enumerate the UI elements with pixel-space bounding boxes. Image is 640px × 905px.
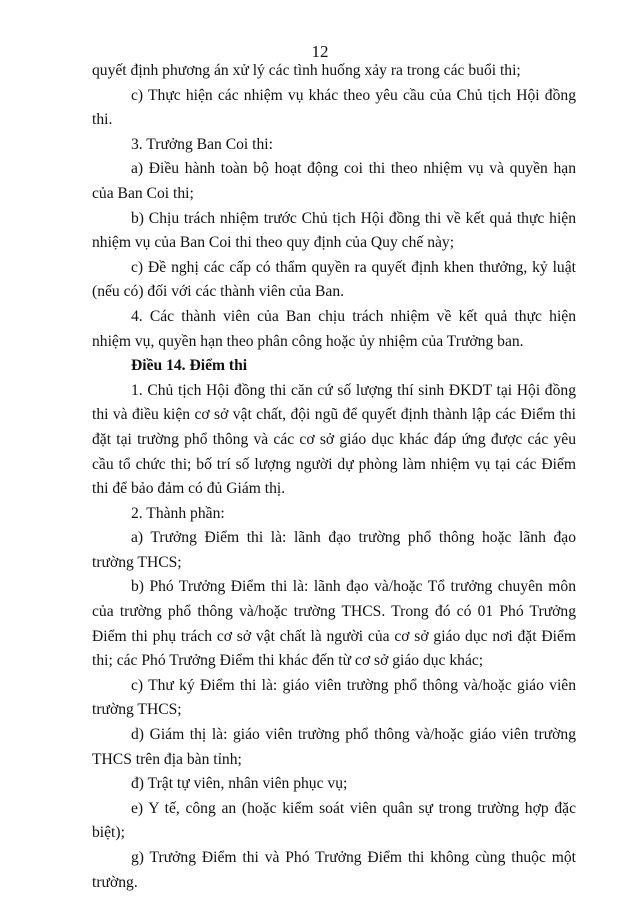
paragraph-continuation: quyết định phương án xử lý các tình huống xảy ra trong các buổi thi; [92, 62, 521, 79]
paragraph-item-c: c) Đề nghị các cấp có thẩm quyền ra quyết định khen thưởng, kỷ luật (nếu có) đối với các thành viên của Ban. [92, 258, 576, 301]
paragraph-item-c: c) Thực hiện các nhiệm vụ khác theo yêu cầu của Chủ tịch Hội đồng thi. [92, 86, 576, 129]
paragraph-item-e: e) Y tế, công an (hoặc kiểm soát viên quân sự trong trường hợp đặc biệt); [92, 799, 576, 842]
paragraph-item-c: c) Thư ký Điểm thi là: giáo viên trường phổ thông và/hoặc giáo viên trường THCS; [92, 676, 576, 719]
paragraph-item-d: d) Giám thị là: giáo viên trường phổ thông và/hoặc giáo viên trường THCS trên địa bàn tỉnh; [92, 726, 576, 768]
paragraph-item-a: a) Trưởng Điểm thi là: lãnh đạo trường phổ thông hoặc lãnh đạo trường THCS; [92, 529, 576, 571]
paragraph-item-a: a) Điều hành toàn bộ hoạt động coi thi theo nhiệm vụ và quyền hạn của Ban Coi thi; [92, 160, 576, 202]
page-number: 12 [311, 42, 329, 61]
paragraph-section-4: 4. Các thành viên của Ban chịu trách nhiệm về kết quả thực hiện nhiệm vụ, quyền hạn theo phân công hoặc ủy nhiệm của Trưởng ban. [92, 307, 576, 350]
article-heading: Điều 14. Điểm thi [131, 357, 248, 375]
paragraph-item-dd: đ) Trật tự viên, nhân viên phục vụ; [131, 775, 348, 793]
paragraph-item-b: b) Chịu trách nhiệm trước Chủ tịch Hội đồng thi về kết quả thực hiện nhiệm vụ của Ban Coi thi theo quy định của Quy chế này; [92, 209, 576, 252]
paragraph-item-b: b) Phó Trưởng Điểm thi là: lãnh đạo và/hoặc Tổ trưởng chuyên môn của trường phổ thông và/hoặc trường THCS. Trong đó có 01 Phó Trưởng Điểm thi phụ trách cơ sở vật chất là người của cơ sở giáo dục nơi đặt Điểm thi; các Phó Trưởng Điểm thi khác đến từ cơ sở giáo dục khác; [92, 578, 576, 670]
paragraph-section-3: 3. Trưởng Ban Coi thi: [131, 135, 273, 153]
document-body [92, 59, 576, 895]
paragraph-item-g: g) Trưởng Điểm thi và Phó Trưởng Điểm thi không cùng thuộc một trường. [92, 849, 576, 891]
paragraph-section-1: 1. Chủ tịch Hội đồng thi căn cứ số lượng thí sinh ĐKDT tại Hội đồng thi và điều kiện cơ sở vật chất, đội ngũ để quyết định thành lập các Điểm thi đặt tại trường phổ thông và các cơ sở giáo dục khác đáp ứng được các yêu cầu tổ chức thi; bố trí số lượng người dự phòng làm nhiệm vụ tại các Điểm thi để bảo đảm có đủ Giám thị. [92, 381, 576, 498]
paragraph-section-2: 2. Thành phần: [131, 504, 225, 522]
